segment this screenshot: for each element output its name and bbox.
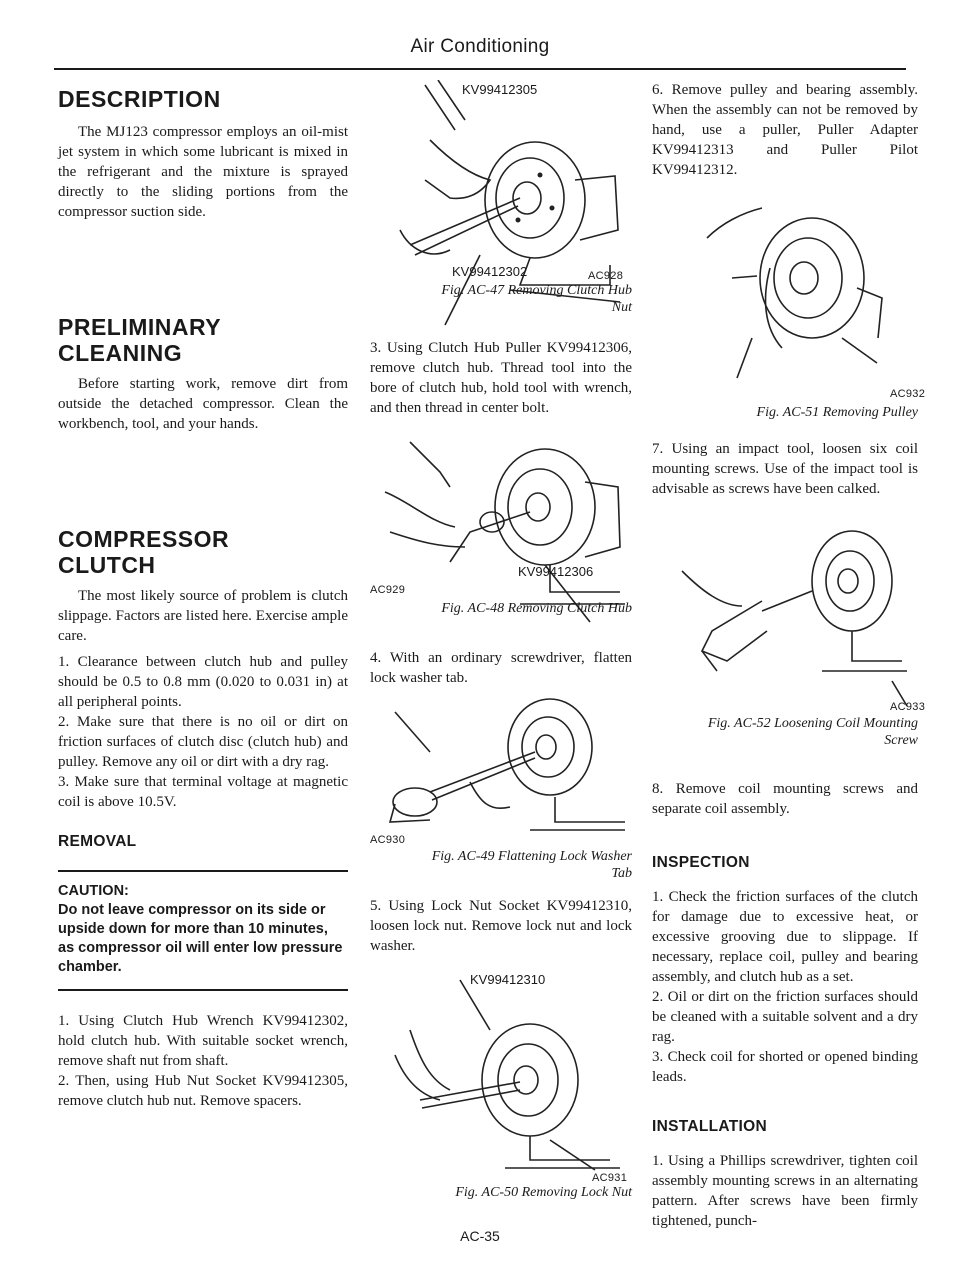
step-3: 3. Using Clutch Hub Puller KV99412306, remove clutch hub. Thread tool into the bore of clutch hub, hold tool with wrench, and then thread in center bolt.	[370, 340, 632, 416]
column-left	[58, 80, 348, 1111]
figure-ac51-caption: Fig. AC-51 Removing Pulley	[756, 405, 918, 420]
column-middle	[370, 80, 632, 1201]
caution-text: Do not leave compressor on its side or upside down for more than 10 minutes, as compressor oil will enter low pressure chamber.	[58, 902, 343, 975]
removal-step: 1. Using Clutch Hub Wrench KV99412302, hold clutch hub. With suitable socket wrench, remove shaft nut from shaft.	[58, 1013, 348, 1069]
figure-ac50-tool-label: KV99412310	[470, 972, 546, 987]
figure-ac47-tool-label-bottom: KV99412302	[452, 264, 528, 279]
figure-ac47-code: AC928	[588, 270, 624, 282]
figure-ac49-caption	[370, 848, 632, 882]
caption-line: Tab	[611, 866, 632, 881]
figure-ac47-caption	[370, 282, 632, 316]
figure-ac49	[370, 692, 632, 844]
installation-text: 1. Using a Phillips screwdriver, tighten coil assembly mounting screws in an alternating pattern. After screws have been firmly tightened, punch-	[652, 1153, 918, 1229]
step-7: 7. Using an impact tool, loosen six coil mounting screws. Use of the impact tool is advisable as screws have been calked.	[652, 441, 918, 497]
caption-line: Screw	[884, 733, 918, 748]
figure-ac52	[652, 511, 926, 713]
preliminary-cleaning-text: Before starting work, remove dirt from outside the detached compressor. Clean the workbench, tool, and your hands.	[58, 376, 348, 432]
figure-ac48-code: AC929	[370, 584, 406, 596]
clutch-intro-text: The most likely source of problem is clutch slippage. Factors are listed here. Exercise ample care.	[58, 588, 348, 644]
figure-ac52-caption	[652, 715, 918, 749]
caption-line: Fig. AC-49 Flattening Lock Washer	[431, 849, 632, 864]
step-5: 5. Using Lock Nut Socket KV99412310, loosen lock nut. Remove lock nut and lock washer.	[370, 898, 632, 954]
figure-ac48-caption: Fig. AC-48 Removing Clutch Hub	[441, 601, 632, 616]
figure-ac48-tool-label: KV99412306	[518, 564, 594, 579]
page-header-title: Air Conditioning	[410, 36, 550, 57]
inspection-item: 1. Check the friction surfaces of the clutch for damage due to excessive heat, or excessive grooving due to slippage. If necessary, replace coil, pulley and bearing assembly, and clutch hub as a set.	[652, 889, 918, 985]
figure-ac50-caption: Fig. AC-50 Removing Lock Nut	[455, 1185, 632, 1200]
figure-ac51-code: AC932	[890, 388, 926, 400]
subheading-inspection: INSPECTION	[652, 854, 750, 871]
figure-ac51-illustration	[652, 188, 918, 398]
figure-ac50-illustration	[370, 970, 632, 1184]
step-6: 6. Remove pulley and bearing assembly. When the assembly can not be removed by hand, use a puller, Puller Adapter KV99412313 and Puller Pilot KV99412312.	[652, 82, 918, 178]
heading-line: CLEANING	[58, 340, 183, 366]
figure-ac52-code: AC933	[890, 701, 926, 713]
figure-ac50	[370, 970, 632, 1184]
heading-line: PRELIMINARY	[58, 314, 222, 340]
section-heading-preliminary-cleaning	[58, 314, 348, 366]
caution-box	[58, 872, 348, 989]
inspection-item: 3. Check coil for shorted or opened binding leads.	[652, 1049, 918, 1085]
inspection-item: 2. Oil or dirt on the friction surfaces should be cleaned with a suitable solvent and a dry rag.	[652, 989, 918, 1045]
caption-line: Nut	[611, 300, 632, 315]
page-number: AC-35	[460, 1228, 500, 1244]
removal-step: 2. Then, using Hub Nut Socket KV99412305, remove clutch hub nut. Remove spacers.	[58, 1073, 348, 1109]
figure-ac51	[652, 188, 926, 400]
figure-ac52-illustration	[652, 511, 918, 711]
figure-ac48	[370, 432, 632, 648]
figure-ac49-code: AC930	[370, 834, 406, 846]
figure-ac47	[370, 80, 632, 330]
clutch-item: 3. Make sure that terminal voltage at magnetic coil is above 10.5V.	[58, 774, 348, 810]
section-heading-description: DESCRIPTION	[58, 86, 221, 112]
step-8: 8. Remove coil mounting screws and separate coil assembly.	[652, 781, 918, 817]
heading-line: CLUTCH	[58, 552, 156, 578]
heading-line: COMPRESSOR	[58, 526, 230, 552]
description-text: The MJ123 compressor employs an oil-mist jet system in which some lubricant is mixed in the refrigerant and the mixture is sprayed directly to the sliding portions from the compressor suction side.	[58, 124, 348, 220]
caution-title: CAUTION:	[58, 883, 129, 899]
figure-ac47-tool-label-top: KV99412305	[462, 82, 538, 97]
section-heading-compressor-clutch	[58, 526, 348, 578]
clutch-item: 2. Make sure that there is no oil or dirt on friction surfaces of clutch disc (clutch hub) and pulley. Remove any oil or dirt with a dry rag.	[58, 714, 348, 770]
figure-ac49-illustration	[370, 692, 632, 844]
subheading-installation: INSTALLATION	[652, 1118, 767, 1135]
caption-line: Fig. AC-47 Removing Clutch Hub	[441, 283, 632, 298]
subheading-removal: REMOVAL	[58, 833, 137, 850]
caption-line: Fig. AC-52 Loosening Coil Mounting	[707, 716, 918, 731]
clutch-item: 1. Clearance between clutch hub and pulley should be 0.5 to 0.8 mm (0.020 to 0.031 in) at all peripheral points.	[58, 654, 348, 710]
step-4: 4. With an ordinary screwdriver, flatten lock washer tab.	[370, 650, 632, 686]
column-right	[652, 80, 926, 1231]
header-rule	[54, 68, 906, 70]
figure-ac50-code: AC931	[592, 1172, 628, 1184]
